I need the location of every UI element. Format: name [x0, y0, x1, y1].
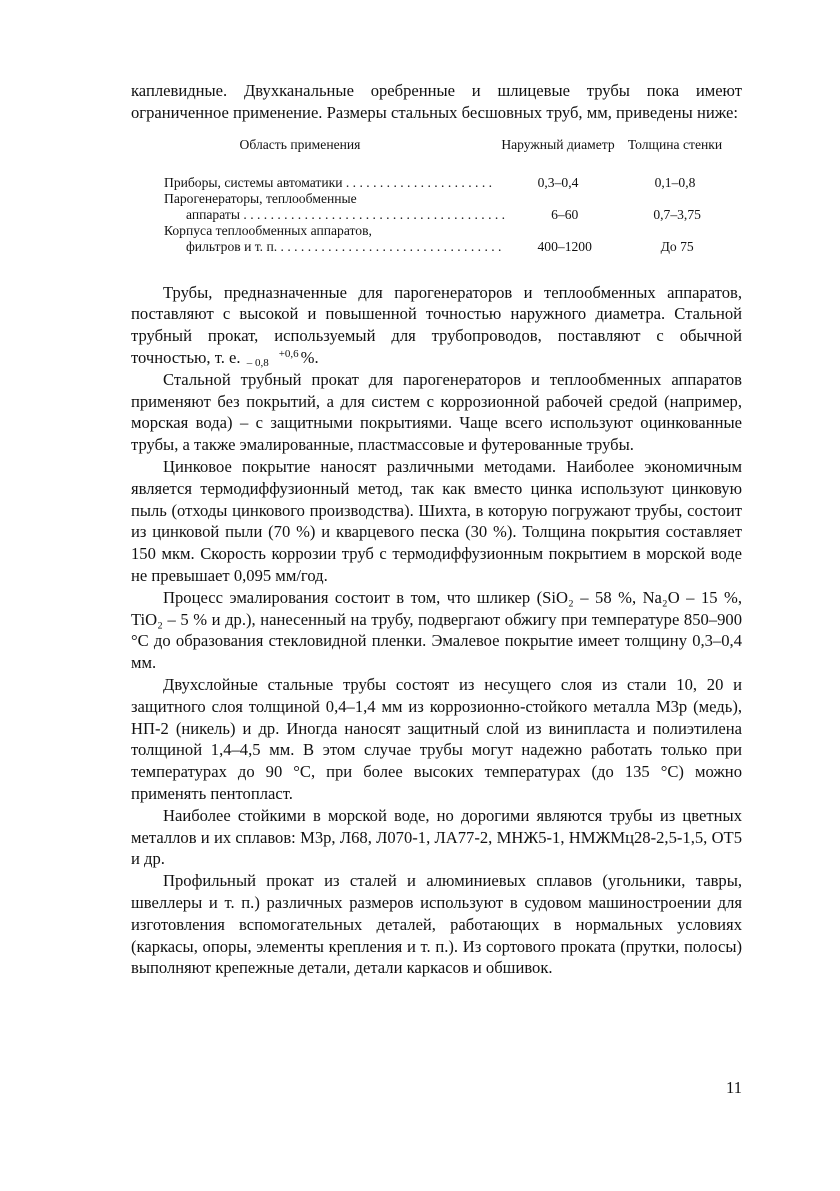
intro-paragraph: каплевидные. Двухканальные оребренные и шлицевые трубы пока имеют ограниченное применение. Размеры стальных бесшовных труб, мм, приведены ниже:	[131, 81, 742, 122]
table-row	[164, 223, 730, 239]
pipe-sizes-table	[164, 137, 730, 255]
table-header	[164, 137, 730, 153]
row-area: Корпуса теплообменных аппаратов,	[164, 222, 372, 238]
header-thickness: Толщина стенки	[627, 136, 723, 152]
page-number: 11	[726, 1078, 742, 1097]
row-area: Приборы, системы автоматики	[164, 174, 343, 190]
table-row	[164, 175, 730, 191]
header-area: Область применения	[239, 136, 361, 152]
header-diameter: Наружный диаметр	[501, 136, 615, 152]
tolerance-lower: – 0,8	[246, 357, 269, 370]
paragraph-text: Трубы, предназначенные для парогенераторов и теплообменных аппаратов, поставляют с высокой и повышенной точностью наружного диаметра. Стальной трубный прокат, используемый для трубопроводов, поставляют с обычной точностью, т. е.	[131, 282, 742, 367]
tolerance-upper: +0,6	[278, 348, 299, 361]
paragraph-enamel: Процесс эмалирования состоит в том, что шликер (SiO₂ – 58 %, Na₂O – 15 %, TiO₂ – 5 % и др.), нанесенный на трубу, подвергают обжигу при температуре 850–900 °С до образования стекловидной пленки. Эмалевое покрытие имеет толщину 0,3–0,4 мм.	[131, 587, 742, 673]
row-diameter: 400–1200	[537, 238, 592, 254]
row-thickness: 0,1–0,8	[654, 174, 696, 190]
paragraph-two-layer: Двухслойные стальные трубы состоят из несущего слоя из стали 10, 20 и защитного слоя толщиной 0,4–1,4 мм из коррозионно-стойкого металла М3р (медь), НП-2 (никель) и др. Иногда наносят защитный слой из винипласта и полиэтилена толщиной 1,4–4,5 мм. В этом случае трубы могут надежно работать только при температурах до 90 °С, при более высоких температурах (до 135 °С) можно применять пентопласт.	[131, 674, 742, 803]
row-area: Парогенераторы, теплообменные	[164, 190, 357, 206]
row-area-cont: фильтров и т. п.	[186, 238, 278, 254]
row-diameter: 6–60	[551, 206, 579, 222]
table-row-continued	[164, 239, 730, 255]
tolerance	[247, 350, 299, 368]
row-thickness: До 75	[660, 238, 694, 254]
paragraph-nonferrous: Наиболее стойкими в морской воде, но дорогими являются трубы из цветных металлов и их сплавов: М3р, Л68, Л070-1, ЛА77-2, МНЖ5-1, НМЖМц28-2,5-1,5, ОТ5 и др.	[131, 805, 742, 869]
row-thickness: 0,7–3,75	[653, 206, 701, 222]
row-area-cont: аппараты	[186, 206, 240, 222]
paragraph-profile: Профильный прокат из сталей и алюминиевых сплавов (угольники, тавры, швеллеры и т. п.) различных размеров используют в судовом машиностроении для изготовления вспомогательных деталей, работающих в нормальных условиях (каркасы, опоры, элементы крепления и т. п.). Из сортового проката (прутки, полосы) выполняют крепежные детали, детали каркасов и обшивок.	[131, 871, 742, 978]
paragraph-zinc: Цинковое покрытие наносят различными методами. Наиболее экономичным является термодиффузионный метод, так как вместо цинка используют цинковую пыль (отходы цинкового производства). Шихта, в которую погружают трубы, состоит из цинковой пыли (70 %) и кварцевого песка (30 %). Толщина покрытия составляет 150 мкм. Скорость коррозии труб с термодиффузионным покрытием в морской воде не превышает 0,095 мм/год.	[131, 456, 742, 585]
table-row	[164, 191, 730, 207]
paragraph-pipe-accuracy	[131, 282, 742, 369]
row-diameter: 0,3–0,4	[537, 174, 579, 190]
table-row-continued	[164, 207, 730, 223]
text-column	[131, 80, 742, 979]
tolerance-unit: %.	[300, 347, 319, 367]
paragraph-coatings: Стальной трубный прокат для парогенераторов и теплообменных аппаратов применяют без покрытий, а для систем с коррозионной рабочей средой (например, морская вода) – с защитными покрытиями. Чаще всего используют оцинкованные трубы, а также эмалированные, пластмассовые и футерованные трубы.	[131, 369, 742, 455]
